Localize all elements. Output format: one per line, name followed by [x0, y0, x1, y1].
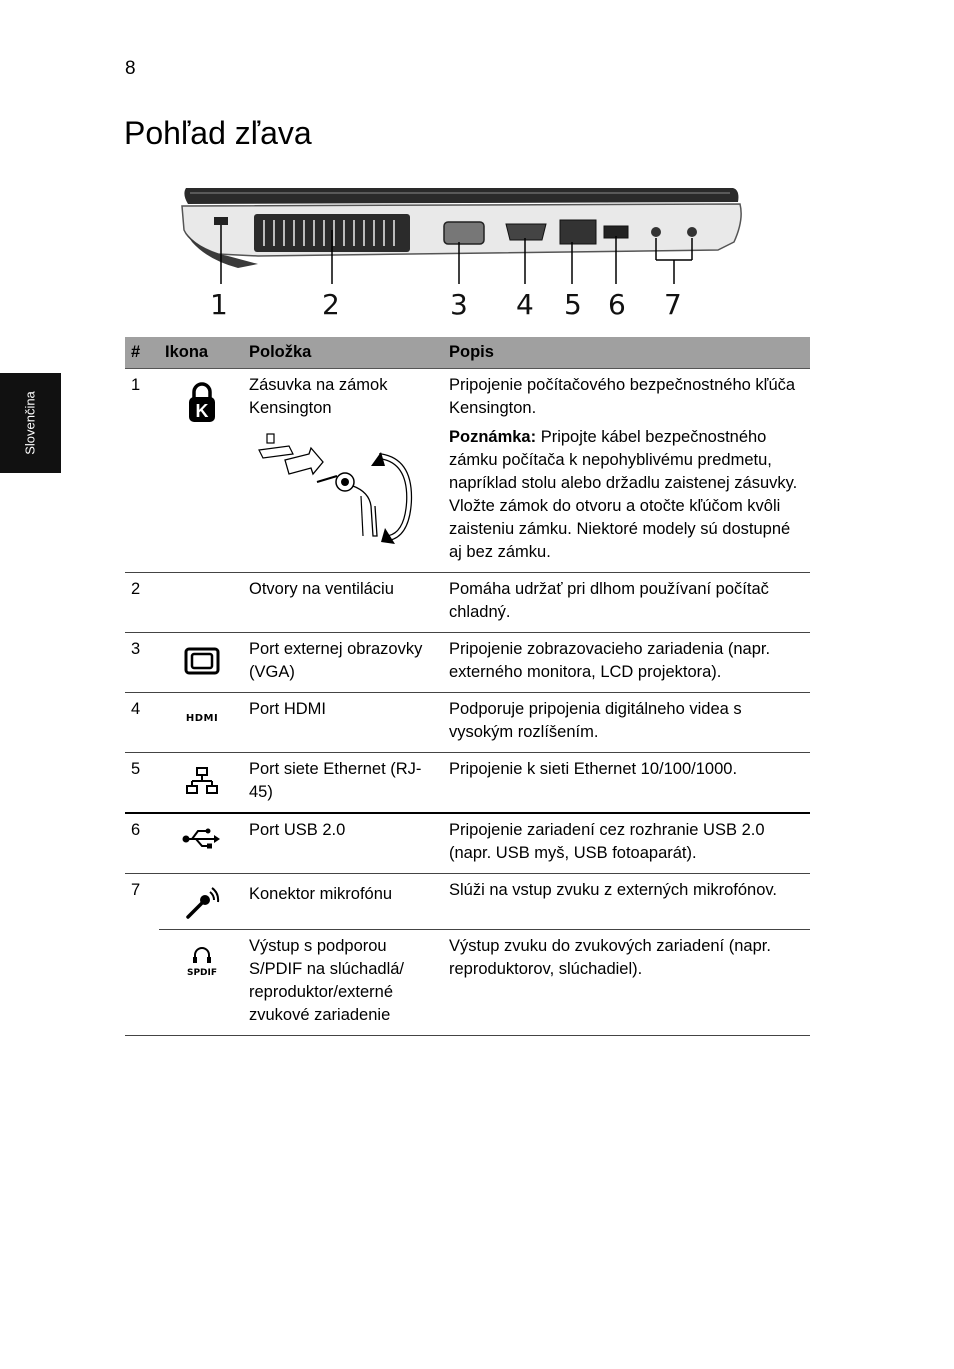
header-item: Položka [243, 337, 443, 369]
row-item: Zásuvka na zámok Kensington [249, 376, 388, 417]
row-description: Slúži na vstup zvuku z externých mikrofónov. [449, 881, 778, 899]
ethernet-port [560, 220, 596, 244]
table-row [125, 573, 810, 633]
callout-3: 3 [450, 288, 468, 321]
vga-icon [184, 646, 220, 676]
row-number: 5 [125, 753, 159, 814]
row-item-cell [243, 369, 443, 573]
svg-text:HDMI: HDMI [185, 713, 219, 724]
kensington-lock-icon [187, 382, 217, 424]
row-description: Výstup zvuku do zvukových zariadení (napr. reproduktorov, slúchadiel). [443, 930, 810, 1036]
hdmi-icon [182, 710, 222, 724]
table-row [125, 753, 810, 814]
row-number: 7 [131, 881, 141, 899]
row-item: Port siete Ethernet (RJ-45) [243, 753, 443, 814]
row-icon-cell [159, 813, 243, 874]
note-label: Poznámka: [449, 428, 537, 446]
row-description: Pripojenie počítačového bezpečnostného kľúča Kensington. [449, 376, 796, 417]
svg-text:SPDIF: SPDIF [186, 968, 218, 977]
row-description: Pripojenie zobrazovacieho zariadenia (napr. externého monitora, LCD projektora). [443, 633, 810, 693]
row-note [449, 426, 806, 564]
callout-6: 6 [608, 288, 626, 321]
callout-5: 5 [564, 288, 582, 321]
language-label: Slovenčina [22, 391, 38, 455]
microphone-icon [184, 887, 220, 921]
lock-slot-port [214, 217, 228, 225]
mic-jack [651, 227, 661, 237]
usb-icon [182, 827, 222, 849]
table-row [125, 633, 810, 693]
row-icon-cell [159, 753, 243, 814]
row-description-cell [443, 369, 810, 573]
table-row [125, 813, 810, 874]
row-item: Výstup s podporou S/PDIF na slúchadlá/ reproduktor/externé zvukové zariadenie [243, 930, 443, 1036]
row-icon-cell [159, 573, 243, 633]
table-row [125, 930, 810, 1036]
note-text: Pripojte kábel bezpečnostného zámku počítača k nepohyblivému predmetu, napríklad stolu alebo držadlu zaistenej zásuvky. Vložte zámok do otvoru a otočte kľúčom kvôli zaisteniu zámku. Niektoré modely sú dostupné aj bez zámku. [449, 428, 798, 561]
row-description: Pripojenie zariadení cez rozhranie USB 2.0 (napr. USB myš, USB fotoaparát). [443, 813, 810, 874]
headphone-spdif-icon [182, 943, 222, 977]
table-row [125, 693, 810, 753]
language-side-tab [0, 373, 61, 473]
header-number: # [125, 337, 159, 369]
row-icon-cell [159, 874, 243, 930]
page-number: 8 [125, 58, 136, 79]
row-description: Podporuje pripojenia digitálneho videa s vysokým rozlíšením. [443, 693, 810, 753]
callout-1: 1 [210, 288, 228, 321]
callout-4: 4 [516, 288, 534, 321]
callout-2: 2 [322, 288, 340, 321]
row-icon-cell [159, 633, 243, 693]
row-icon-cell [159, 930, 243, 1036]
svg-text:K: K [195, 401, 209, 421]
row-description: Pomáha udržať pri dlhom používaní počítač chladný. [443, 573, 810, 633]
row-number: 6 [125, 813, 159, 874]
row-item: Port USB 2.0 [243, 813, 443, 874]
hdmi-port [506, 224, 546, 240]
laptop-left-side-illustration [178, 180, 748, 325]
headphone-jack [687, 227, 697, 237]
row-item: Konektor mikrofónu [249, 885, 393, 903]
row-number [125, 930, 159, 1036]
row-item: Port externej obrazovky (VGA) [243, 633, 443, 693]
row-description: Pripojenie k sieti Ethernet 10/100/1000. [443, 753, 810, 814]
row-icon-cell [159, 369, 243, 573]
ports-table [125, 337, 810, 1036]
row-number: 1 [125, 369, 159, 573]
row-number: 3 [125, 633, 159, 693]
kensington-lock-diagram [249, 426, 419, 556]
ethernet-icon [185, 766, 219, 796]
table-row [125, 874, 810, 930]
header-icon: Ikona [159, 337, 243, 369]
row-item: Port HDMI [243, 693, 443, 753]
page-title: Pohľad zľava [124, 115, 312, 151]
row-number: 4 [125, 693, 159, 753]
callout-7: 7 [664, 288, 682, 321]
table-row [125, 369, 810, 573]
row-icon-cell [159, 693, 243, 753]
vga-port [444, 222, 484, 244]
header-description: Popis [443, 337, 810, 369]
row-item: Otvory na ventiláciu [243, 573, 443, 633]
row-number: 2 [125, 573, 159, 633]
table-header-row [125, 337, 810, 369]
